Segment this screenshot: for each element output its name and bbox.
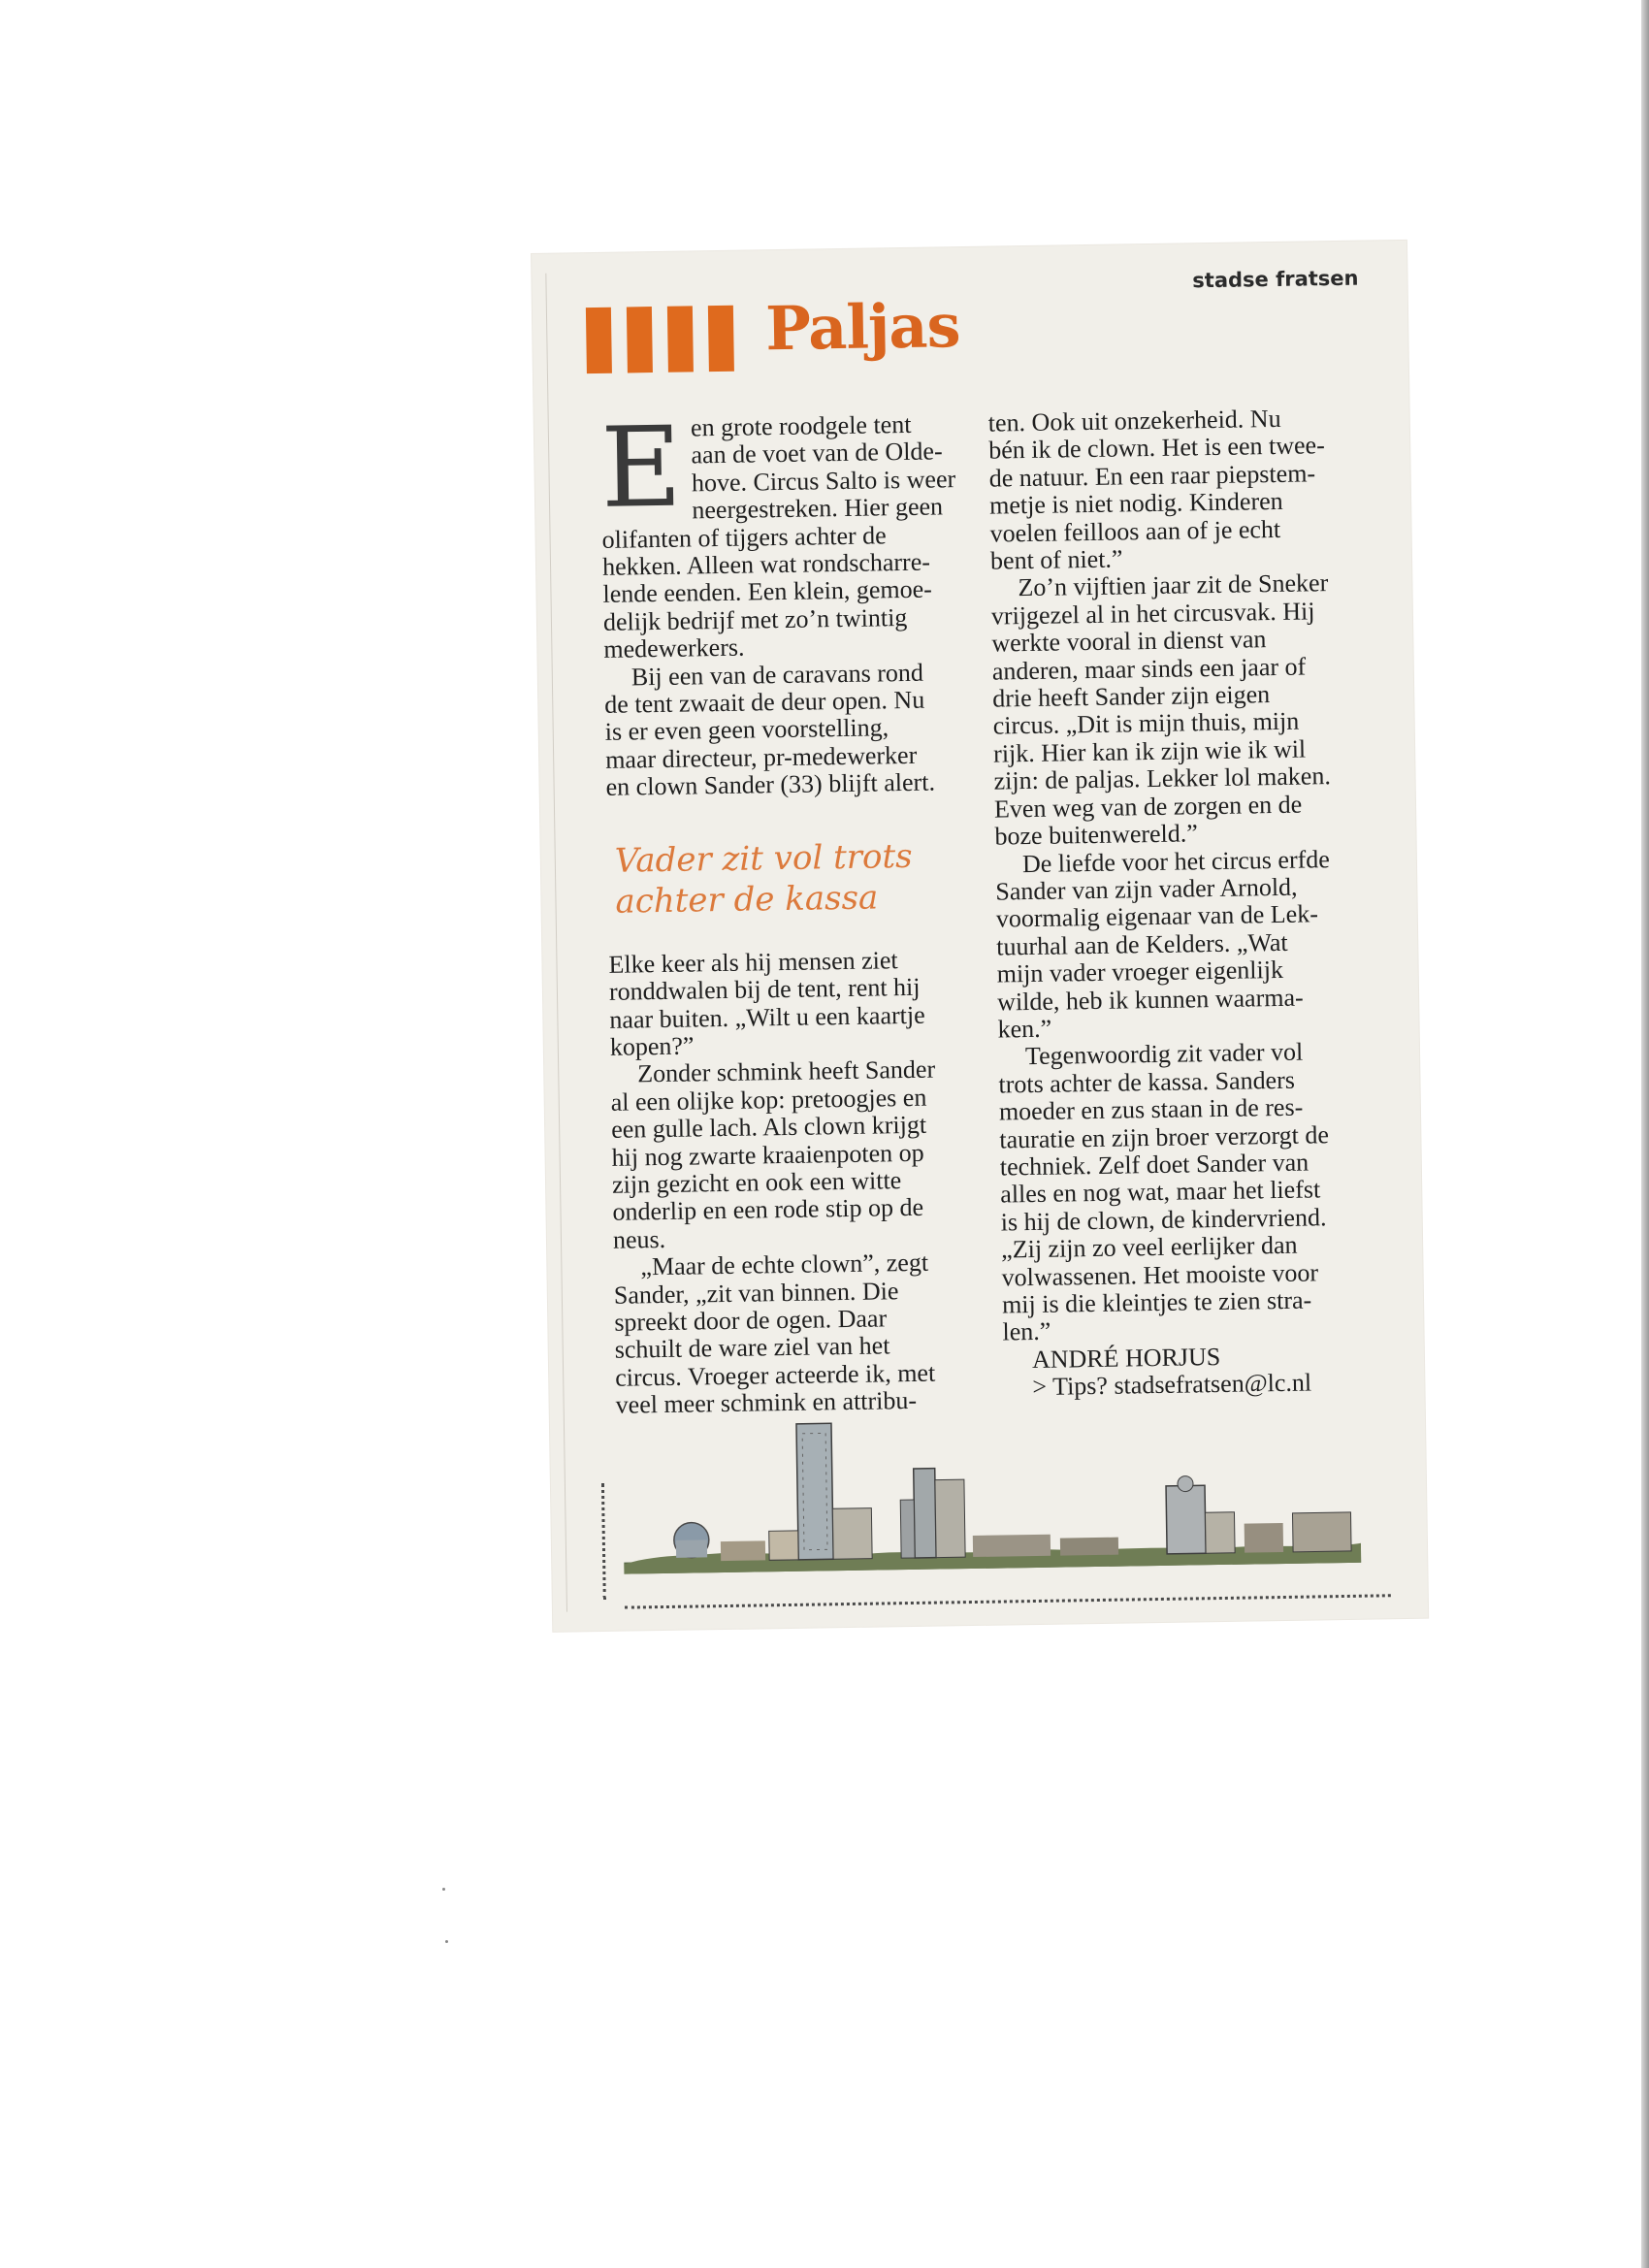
byline: ANDRÉ HORJUS <box>1031 1342 1221 1374</box>
scan-speck <box>442 1888 445 1891</box>
article-paragraph: Zo’n vijftien jaar zit de Sneker vrijgezel al in het circusvak. Hij werkte vooral in dienst van anderen, maar sinds een jaar of drie heeft Sander zijn eigen circus. „Dit is mijn thuis, mijn rijk. Hier kan ik zijn wie ik wil zijn: de paljas. Lekker lol maken. Even weg van de zorgen en de boze buitenwereld.” <box>990 568 1332 851</box>
headline: Paljas <box>764 290 960 365</box>
article-paragraph: Tegenwoordig zit vader vol trots achter de kassa. Sanders moeder en zus staan in de res- tauratie en zijn broer verzorgt de techniek. Zelf doet Sander van alles en nog wat, maar het liefst is hij de clown, de kindervriend. „Zij zijn zo veel eerlijker dan volwassenen. Het mooiste voor mij is die kleintjes te zien stra- len.” <box>998 1037 1330 1346</box>
city-skyline-illustration <box>622 1406 1362 1582</box>
tips-contact: > Tips? stadsefratsen@lc.nl <box>1032 1368 1312 1402</box>
drop-cap: E <box>599 402 683 533</box>
article-paragraph: „Maar de echte clown”, zegt Sander, „zit van binnen. Die spreekt door de ogen. Daar schuilt de ware ziel van het circus. Vroeger acteerde ik, met veel meer schmink en attribu- <box>613 1247 936 1419</box>
article-paragraph: Elke keer als hij mensen ziet ronddwalen bij de tent, rent hij naar buiten. „Wilt u een kaartje kopen?” <box>608 945 925 1061</box>
article-paragraph: Zonder schmink heeft Sander al een olijke kop: pretoogjes en een gulle lach. Als clown krijgt hij nog zwarte kraaienpoten op zijn gezicht en ook een witte onderlip en een rode stip op de neus. <box>610 1054 936 1254</box>
bottom-perforation <box>625 1594 1391 1610</box>
side-perforation <box>601 1483 610 1600</box>
article-paragraph: ten. Ook uit onzekerheid. Nu bén ik de clown. Het is een twee- de natuur. En een raar piepstem- metje is niet nodig. Kinderen voelen feilloos aan of je echt bent of niet.” <box>987 404 1325 575</box>
scan-speck <box>445 1940 448 1943</box>
clipping-left-rule <box>545 274 567 1612</box>
article-subheading: Vader zit vol trots achter de kassa <box>614 836 913 922</box>
article-column-left <box>599 402 977 1419</box>
article-paragraph: en grote roodgele tent aan de voet van de Olde- hove. Circus Salto is weer neergestreken. Hier geen olifanten of tijgers achter de hekken. Alleen wat rondscharre- lende eenden. Een klein, gemoe- delijk bedrijf met zo’n twintig medewerkers. <box>601 409 956 664</box>
article-column-right <box>988 405 1373 1402</box>
article-paragraph: Bij een van de caravans rond de tent zwaait de deur open. Nu is er even geen voorstelling, maar directeur, pr-medewerker en clown Sander (33) blijft alert. <box>604 658 936 802</box>
section-label: stadse fratsen <box>1192 266 1359 293</box>
scanner-edge <box>1641 0 1649 2268</box>
newspaper-clipping <box>532 241 1428 1632</box>
article-paragraph: De liefde voor het circus erfde Sander van zijn vader Arnold, voormalig eigenaar van de Lek- tuurhal aan de Kelders. „Wat mijn vader vroeger eigenlijk wilde, heb ik kunnen waarma- ken.” <box>995 844 1331 1044</box>
headline-bars-icon <box>586 305 752 375</box>
